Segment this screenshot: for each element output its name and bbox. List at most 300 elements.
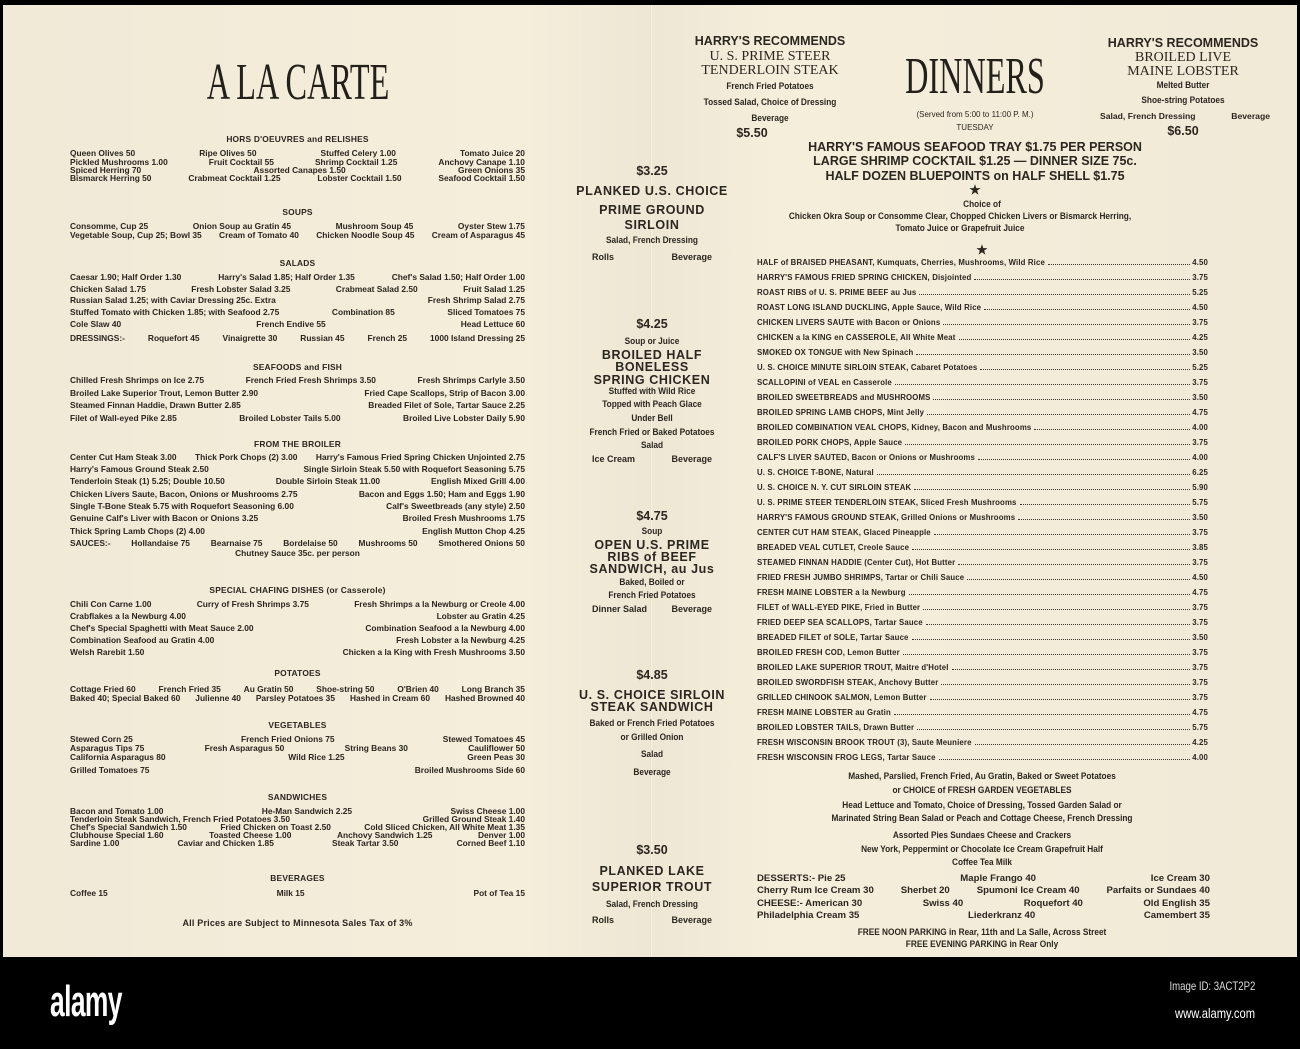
dinner-item-price: 5.90 bbox=[1192, 483, 1208, 492]
menu-item: Shoe-string 50 bbox=[316, 684, 375, 694]
accompaniment-line: Head Lettuce and Tomato, Choice of Dressing, Tossed Garden Salad or bbox=[842, 800, 1122, 810]
menu-row bbox=[70, 413, 525, 423]
dinner-item-name: BROILED LAKE SUPERIOR TROUT, Maitre d'Hotel bbox=[757, 663, 949, 672]
dinner-item bbox=[757, 303, 1208, 313]
dinner-item-price: 5.25 bbox=[1192, 288, 1208, 297]
dinner-course: Beverage bbox=[671, 915, 712, 925]
dot-leader bbox=[926, 624, 1191, 625]
dinner-item bbox=[757, 618, 1208, 628]
menu-row bbox=[70, 388, 525, 398]
dessert-row bbox=[757, 898, 1210, 910]
recommends-price: $6.50 bbox=[1167, 124, 1199, 138]
menu-item: Broiled Lobster Tails 5.00 bbox=[239, 413, 341, 423]
dinner-item-name: FRESH MAINE LOBSTER a la Newburg bbox=[757, 588, 906, 597]
accompaniment-line: Assorted Pies Sundaes Cheese and Crackers bbox=[892, 830, 1072, 840]
menu-item: Chutney Sauce 35c. per person bbox=[235, 548, 360, 558]
dessert-item: Old English 35 bbox=[1143, 898, 1210, 909]
page-title-a-la-carte: A LA CARTE bbox=[206, 54, 390, 111]
menu-item: Seafood Cocktail 1.50 bbox=[438, 173, 525, 183]
dinner-item-name: SMOKED OX TONGUE with New Spinach bbox=[757, 348, 914, 357]
dinner-item-price: 5.75 bbox=[1192, 723, 1208, 732]
dot-leader bbox=[919, 294, 1190, 295]
dinner-item-price: 3.50 bbox=[1192, 513, 1208, 522]
menu-item: Vegetable Soup, Cup 25; Bowl 35 bbox=[70, 230, 202, 240]
image-id: Image ID: 3ACT2P2 bbox=[1169, 979, 1255, 993]
menu-item: Asparagus Tips 75 bbox=[70, 743, 145, 753]
menu-item: He-Man Sandwich 2.25 bbox=[261, 806, 353, 816]
dinner-item-name: BREADED VEAL CUTLET, Creole Sauce bbox=[757, 543, 910, 552]
dinner-item-name: FRESH WISCONSIN FROG LEGS, Tartar Sauce bbox=[757, 753, 936, 762]
dinner-course: Dinner Salad bbox=[592, 604, 648, 614]
menu-row bbox=[70, 647, 525, 657]
dinner-course: Under Bell bbox=[631, 413, 673, 423]
dinner-item-price: 5.25 bbox=[1192, 363, 1208, 372]
dot-leader bbox=[1048, 264, 1190, 265]
dinner-item bbox=[757, 438, 1208, 448]
section-heading: SEAFOODS and FISH bbox=[252, 362, 343, 372]
dinner-item bbox=[757, 603, 1208, 613]
watermark-banner bbox=[0, 957, 1300, 1049]
dot-leader bbox=[1020, 504, 1191, 505]
menu-item: Grilled Tomatoes 75 bbox=[70, 765, 150, 775]
dot-leader bbox=[967, 579, 1190, 580]
menu-item: Corned Beef 1.10 bbox=[456, 838, 525, 848]
recommends-dish: MAINE LOBSTER bbox=[1127, 63, 1239, 79]
dot-leader bbox=[943, 324, 1190, 325]
menu-row bbox=[70, 693, 525, 703]
dessert-item: Sherbet 20 bbox=[900, 885, 950, 896]
accompaniment-line: Mashed, Parslied, French Fried, Au Gratin, Baked or Sweet Potatoes bbox=[848, 771, 1116, 781]
dinner-course: French Fried or Baked Potatoes bbox=[589, 427, 715, 437]
menu-item: Queen Olives 50 bbox=[70, 148, 136, 158]
dinner-course: Soup or Juice bbox=[624, 336, 680, 346]
dinner-item-name: CALF'S LIVER SAUTED, Bacon or Onions or Mushrooms bbox=[757, 453, 975, 462]
menu-item: Assorted Canapes 1.50 bbox=[253, 165, 346, 175]
dessert-item: Camembert 35 bbox=[1143, 910, 1210, 921]
dinner-price: $4.75 bbox=[636, 509, 668, 523]
menu-item: Lobster au Gratin 4.25 bbox=[436, 611, 525, 621]
dinner-special: LARGE SHRIMP COCKTAIL $1.25 — DINNER SIZE 75c. bbox=[813, 154, 1137, 168]
dessert-row bbox=[757, 873, 1210, 885]
dinner-course-split bbox=[592, 914, 712, 926]
menu-item: Broiled Lake Superior Trout, Lemon Butter 2.90 bbox=[70, 388, 259, 398]
menu-item: Pickled Mushrooms 1.00 bbox=[70, 157, 168, 167]
menu-item: Broiled Mushrooms Side 60 bbox=[414, 765, 525, 775]
menu-item: French Endive 55 bbox=[256, 319, 326, 329]
dinner-item-price: 3.75 bbox=[1192, 528, 1208, 537]
dinner-item-price: 3.75 bbox=[1192, 438, 1208, 447]
menu-row bbox=[70, 611, 525, 621]
menu-item: Au Gratin 50 bbox=[243, 684, 294, 694]
menu-item: Fresh Shrimp Salad 2.75 bbox=[427, 295, 525, 305]
dinner-item bbox=[757, 738, 1208, 748]
recommends-detail: Salad, French Dressing bbox=[1100, 111, 1196, 121]
dinner-item-name: U. S. CHOICE T-BONE, Natural bbox=[757, 468, 874, 477]
menu-item: Swiss Cheese 1.00 bbox=[450, 806, 525, 816]
dinner-item-price: 4.75 bbox=[1192, 708, 1208, 717]
menu-row bbox=[70, 452, 525, 462]
dot-leader bbox=[923, 609, 1190, 610]
menu-item: Harry's Famous Fried Spring Chicken Unjointed 2.75 bbox=[315, 452, 525, 462]
section-heading: FROM THE BROILER bbox=[254, 439, 341, 449]
dinner-item bbox=[757, 678, 1208, 688]
star-divider: ★ bbox=[976, 243, 988, 257]
menu-row bbox=[70, 284, 525, 294]
served-hours: (Served from 5:00 to 11:00 P. M.) bbox=[916, 110, 1034, 119]
dinner-item-name: ROAST RIBS of U. S. PRIME BEEF au Jus bbox=[757, 288, 917, 297]
menu-item: Chicken Livers Saute, Bacon, Onions or Mushrooms 2.75 bbox=[70, 489, 298, 499]
day-label: TUESDAY bbox=[956, 123, 994, 132]
dinner-item bbox=[757, 693, 1208, 703]
dinner-item-price: 3.75 bbox=[1192, 378, 1208, 387]
dinner-name: BROILED HALF bbox=[601, 347, 703, 362]
menu-item: Cole Slaw 40 bbox=[70, 319, 122, 329]
dinner-item-name: FRESH MAINE LOBSTER au Gratin bbox=[757, 708, 891, 717]
menu-row bbox=[70, 295, 525, 305]
menu-row bbox=[70, 838, 525, 848]
menu-item: Combination 85 bbox=[331, 307, 395, 317]
dinner-item-name: BROILED LOBSTER TAILS, Drawn Butter bbox=[757, 723, 915, 732]
dinner-course: or Grilled Onion bbox=[620, 732, 684, 742]
dinner-item-name: FRIED DEEP SEA SCALLOPS, Tartar Sauce bbox=[757, 618, 923, 627]
parking-note: FREE NOON PARKING in Rear, 11th and La Salle, Across Street bbox=[857, 927, 1107, 937]
dinner-item-price: 6.25 bbox=[1192, 468, 1208, 477]
dinner-item bbox=[757, 723, 1208, 733]
dot-leader bbox=[984, 309, 1190, 310]
menu-item: Bacon and Tomato 1.00 bbox=[70, 806, 164, 816]
accompaniment-line: Marinated String Bean Salad or Peach and Cottage Cheese, French Dressing bbox=[831, 813, 1133, 823]
menu-item: Single Sirloin Steak 5.50 with Roquefort Seasoning 5.75 bbox=[303, 464, 525, 474]
dinner-item-name: ROAST LONG ISLAND DUCKLING, Apple Sauce, Wild Rice bbox=[757, 303, 982, 312]
menu-item: Green Onions 35 bbox=[457, 165, 525, 175]
choice-of-label: Choice of bbox=[963, 199, 1001, 209]
choice-line: Chicken Okra Soup or Consomme Clear, Chopped Chicken Livers or Bismarck Herring, bbox=[788, 211, 1132, 221]
menu-row bbox=[70, 888, 525, 898]
alamy-logo: alamy bbox=[50, 977, 122, 1026]
dinner-item-name: HALF of BRAISED PHEASANT, Kumquats, Cherries, Mushrooms, Wild Rice bbox=[757, 258, 1045, 267]
dinner-item-name: GRILLED CHINOOK SALMON, Lemon Butter bbox=[757, 693, 927, 702]
dinner-item-name: CHICKEN a la KING en CASSEROLE, All White Meat bbox=[757, 333, 956, 342]
dinner-item-name: BROILED PORK CHOPS, Apple Sauce bbox=[757, 438, 903, 447]
dinner-item bbox=[757, 573, 1208, 583]
dinner-item-price: 4.00 bbox=[1192, 753, 1208, 762]
dinner-course: Baked, Boiled or bbox=[619, 577, 685, 587]
dinner-item-price: 3.50 bbox=[1192, 393, 1208, 402]
menu-item: Crabmeat Salad 2.50 bbox=[335, 284, 418, 294]
dinner-special: HALF DOZEN BLUEPOINTS on HALF SHELL $1.75 bbox=[825, 169, 1125, 183]
menu-item: Russian 45 bbox=[300, 333, 345, 343]
menu-row bbox=[70, 501, 525, 511]
menu-row bbox=[70, 538, 525, 548]
menu-item: Steak Tartar 3.50 bbox=[332, 838, 399, 848]
dinner-price: $3.25 bbox=[636, 164, 668, 178]
menu-item: Mushrooms 50 bbox=[358, 538, 418, 548]
menu-row bbox=[70, 513, 525, 523]
dinner-item bbox=[757, 393, 1208, 403]
dot-leader bbox=[912, 639, 1191, 640]
dinner-item bbox=[757, 633, 1208, 643]
menu-item: 1000 Island Dressing 25 bbox=[430, 333, 525, 343]
menu-row bbox=[70, 752, 525, 762]
recommends-dish: U. S. PRIME STEER bbox=[709, 48, 831, 64]
menu-item: Genuine Calf's Liver with Bacon or Onions 3.25 bbox=[70, 513, 259, 523]
dessert-item: DESSERTS:- Pie 25 bbox=[757, 873, 846, 884]
menu-item: Consomme, Cup 25 bbox=[70, 221, 149, 231]
dinner-item-price: 4.00 bbox=[1192, 423, 1208, 432]
dinner-item-name: BROILED SPRING LAMB CHOPS, Mint Jelly bbox=[757, 408, 925, 417]
menu-item: Fresh Asparagus 50 bbox=[204, 743, 285, 753]
dinner-item-name: U. S. CHOICE MINUTE SIRLOIN STEAK, Cabaret Potatoes bbox=[757, 363, 978, 372]
dinner-item bbox=[757, 558, 1208, 568]
menu-row bbox=[70, 623, 525, 633]
menu-item: Denver 1.00 bbox=[477, 830, 525, 840]
menu-item: Fresh Lobster Salad 3.25 bbox=[191, 284, 291, 294]
menu-item: Harry's Famous Ground Steak 2.50 bbox=[70, 464, 209, 474]
dinner-course: Salad bbox=[640, 440, 664, 450]
menu-item: Chef's Salad 1.50; Half Order 1.00 bbox=[391, 272, 525, 282]
menu-row bbox=[70, 526, 525, 536]
dinner-item bbox=[757, 348, 1208, 358]
menu-item: Anchovy Canape 1.10 bbox=[438, 157, 525, 167]
dinner-name: STEAK SANDWICH bbox=[590, 699, 714, 714]
menu-item: Spiced Herring 70 bbox=[70, 165, 142, 175]
dinner-course: Salad, French Dressing bbox=[606, 235, 698, 245]
dinner-item bbox=[757, 753, 1208, 763]
dinner-item-price: 3.75 bbox=[1192, 603, 1208, 612]
recommends-heading: HARRY'S RECOMMENDS bbox=[694, 34, 846, 48]
dot-leader bbox=[958, 564, 1190, 565]
dinner-name: PRIME GROUND bbox=[599, 202, 705, 217]
dot-leader bbox=[877, 474, 1190, 475]
menu-item: SAUCES:- bbox=[70, 538, 111, 548]
dinner-item-price: 3.75 bbox=[1192, 618, 1208, 627]
dinner-item-name: CENTER CUT HAM STEAK, Glaced Pineapple bbox=[757, 528, 931, 537]
dot-leader bbox=[978, 459, 1190, 460]
dessert-item: Swiss 40 bbox=[922, 898, 964, 909]
menu-item: Cream of Tomato 40 bbox=[219, 230, 299, 240]
dinner-item-name: U. S. PRIME STEER TENDERLOIN STEAK, Sliced Fresh Mushrooms bbox=[757, 498, 1017, 507]
section-heading: SPECIAL CHAFING DISHES (or Casserole) bbox=[209, 585, 386, 595]
menu-item: Fresh Lobster a la Newburg 4.25 bbox=[396, 635, 525, 645]
section-heading: SOUPS bbox=[282, 207, 313, 217]
menu-item: Shrimp Cocktail 1.25 bbox=[314, 157, 398, 167]
recommends-detail: Melted Butter bbox=[1156, 80, 1210, 90]
dinner-item-name: BROILED FRESH COD, Lemon Butter bbox=[757, 648, 900, 657]
dinner-name: SUPERIOR TROUT bbox=[591, 879, 713, 894]
section-heading: VEGETABLES bbox=[268, 720, 327, 730]
recommends-dish: BROILED LIVE bbox=[1134, 49, 1232, 65]
dinner-course-split bbox=[592, 453, 712, 465]
dessert-item: Ice Cream 30 bbox=[1150, 873, 1210, 884]
menu-item: Bismarck Herring 50 bbox=[70, 173, 152, 183]
dinner-price: $3.50 bbox=[636, 843, 668, 857]
dinner-item bbox=[757, 273, 1208, 283]
dot-leader bbox=[980, 369, 1190, 370]
section-heading: HORS D'OEUVRES and RELISHES bbox=[226, 134, 369, 144]
dessert-item: Maple Frango 40 bbox=[960, 873, 1036, 884]
dot-leader bbox=[933, 399, 1190, 400]
section-heading: BEVERAGES bbox=[270, 873, 325, 883]
dinner-name: BONELESS bbox=[615, 359, 689, 374]
recommends-detail: Shoe-string Potatoes bbox=[1141, 95, 1225, 105]
dinner-item-name: STEAMED FINNAN HADDIE (Center Cut), Hot Butter bbox=[757, 558, 956, 567]
menu-item: Grilled Ground Steak 1.40 bbox=[422, 814, 525, 824]
dessert-item: Liederkranz 40 bbox=[968, 910, 1036, 921]
dot-leader bbox=[930, 699, 1191, 700]
dinner-item-name: FRIED FRESH JUMBO SHRIMPS, Tartar or Chili Sauce bbox=[757, 573, 965, 582]
dinner-item bbox=[757, 528, 1208, 538]
dot-leader bbox=[916, 354, 1190, 355]
recommends-heading: HARRY'S RECOMMENDS bbox=[1107, 36, 1259, 50]
menu-item: Harry's Salad 1.85; Half Order 1.35 bbox=[218, 272, 355, 282]
dot-leader bbox=[912, 549, 1190, 550]
menu-item: Caviar and Chicken 1.85 bbox=[177, 838, 274, 848]
menu-item: French Fried 35 bbox=[158, 684, 221, 694]
recommends-price: $5.50 bbox=[736, 126, 768, 140]
menu-item: Milk 15 bbox=[276, 888, 305, 898]
menu-item: Chef's Special Spaghetti with Meat Sauce 2.00 bbox=[70, 623, 254, 633]
dinner-item bbox=[757, 363, 1208, 373]
dinner-course: Rolls bbox=[592, 915, 615, 925]
menu-row bbox=[70, 765, 525, 775]
menu-item: Tenderloin Steak Sandwich, French Fried Potatoes 3.50 bbox=[70, 814, 290, 824]
dot-leader bbox=[903, 654, 1190, 655]
dessert-item: Parfaits or Sundaes 40 bbox=[1106, 885, 1210, 896]
menu-item: Oyster Stew 1.75 bbox=[457, 221, 525, 231]
menu-item: Wild Rice 1.25 bbox=[288, 752, 345, 762]
menu-row bbox=[70, 489, 525, 499]
parking-note: FREE EVENING PARKING in Rear Only bbox=[905, 939, 1059, 949]
dessert-item: CHEESE:- American 30 bbox=[757, 898, 863, 909]
dessert-item: Philadelphia Cream 35 bbox=[757, 910, 860, 921]
dinner-item bbox=[757, 288, 1208, 298]
page-title-dinners: DINNERS bbox=[905, 48, 1045, 105]
dinner-item bbox=[757, 378, 1208, 388]
menu-item: Ripe Olives 50 bbox=[199, 148, 257, 158]
dinner-item bbox=[757, 648, 1208, 658]
dot-leader bbox=[974, 279, 1190, 280]
dinner-item bbox=[757, 258, 1208, 268]
dinner-item-price: 3.75 bbox=[1192, 273, 1208, 282]
dinner-special: HARRY'S FAMOUS SEAFOOD TRAY $1.75 PER PERSON bbox=[808, 140, 1142, 154]
dot-leader bbox=[941, 684, 1190, 685]
menu-item: Welsh Rarebit 1.50 bbox=[70, 647, 145, 657]
menu-row bbox=[70, 319, 525, 329]
dinner-item bbox=[757, 498, 1208, 508]
dinner-name: U. S. CHOICE SIRLOIN bbox=[578, 687, 726, 702]
dinner-item-price: 4.75 bbox=[1192, 408, 1208, 417]
menu-item: Toasted Cheese 1.00 bbox=[209, 830, 292, 840]
dinner-item-price: 4.50 bbox=[1192, 258, 1208, 267]
dot-leader bbox=[1018, 519, 1190, 520]
dinner-item-price: 3.75 bbox=[1192, 318, 1208, 327]
dinner-name: PLANKED U.S. CHOICE bbox=[576, 183, 728, 198]
dinner-name: SANDWICH, au Jus bbox=[589, 561, 715, 576]
menu-item: Bearnaise 75 bbox=[210, 538, 263, 548]
menu-item: French Fried Fresh Shrimps 3.50 bbox=[245, 375, 376, 385]
menu-item: Combination Seafood au Gratin 4.00 bbox=[70, 635, 215, 645]
menu-item: Mushroom Soup 45 bbox=[335, 221, 414, 231]
menu-item: Caesar 1.90; Half Order 1.30 bbox=[70, 272, 182, 282]
dinner-course: Baked or French Fried Potatoes bbox=[589, 718, 715, 728]
menu-item: O'Brien 40 bbox=[397, 684, 439, 694]
dinner-item bbox=[757, 588, 1208, 598]
dinner-course-split bbox=[592, 603, 712, 615]
menu-page bbox=[3, 5, 1297, 957]
dinner-item bbox=[757, 453, 1208, 463]
menu-item: Filet of Wall-eyed Pike 2.85 bbox=[70, 413, 177, 423]
menu-item: Crabmeat Cocktail 1.25 bbox=[188, 173, 281, 183]
dinner-item-name: BROILED SWEETBREADS and MUSHROOMS bbox=[757, 393, 931, 402]
menu-item: English Mixed Grill 4.00 bbox=[430, 476, 525, 486]
menu-item: Hashed Browned 40 bbox=[444, 693, 525, 703]
menu-row bbox=[70, 599, 525, 609]
site-url[interactable]: www.alamy.com bbox=[1174, 1005, 1255, 1021]
dinner-item bbox=[757, 708, 1208, 718]
menu-item: Pot of Tea 15 bbox=[473, 888, 525, 898]
menu-item: Chicken Noodle Soup 45 bbox=[316, 230, 415, 240]
dinner-item-price: 4.50 bbox=[1192, 573, 1208, 582]
dinner-name: SPRING CHICKEN bbox=[593, 372, 711, 387]
dinner-item-price: 3.75 bbox=[1192, 648, 1208, 657]
menu-item: Anchovy Sandwich 1.25 bbox=[336, 830, 433, 840]
dot-leader bbox=[975, 744, 1191, 745]
dinner-item-name: HARRY'S FAMOUS FRIED SPRING CHICKEN, Disjointed bbox=[757, 273, 972, 282]
menu-item: Sliced Tomatoes 75 bbox=[447, 307, 525, 317]
dot-leader bbox=[914, 489, 1190, 490]
menu-item: Chicken a la King with Fresh Mushrooms 3.50 bbox=[342, 647, 525, 657]
menu-row bbox=[70, 400, 525, 410]
menu-item: California Asparagus 80 bbox=[70, 752, 166, 762]
menu-item: Tomato Juice 20 bbox=[459, 148, 525, 158]
menu-item: Broiled Live Lobster Daily 5.90 bbox=[403, 413, 525, 423]
dinner-item bbox=[757, 543, 1208, 553]
dinner-item-price: 3.75 bbox=[1192, 663, 1208, 672]
dinner-course: Beverage bbox=[671, 454, 712, 464]
menu-item: Single T-Bone Steak 5.75 with Roquefort Seasoning 6.00 bbox=[70, 501, 294, 511]
dinner-name: PLANKED LAKE bbox=[599, 863, 705, 878]
dot-leader bbox=[927, 414, 1190, 415]
dot-leader bbox=[909, 594, 1191, 595]
menu-item: Clubhouse Special 1.60 bbox=[70, 830, 164, 840]
recommends-split bbox=[1100, 110, 1270, 122]
menu-item: Fruit Cocktail 55 bbox=[208, 157, 274, 167]
menu-row bbox=[70, 307, 525, 317]
dinner-item-price: 3.85 bbox=[1192, 543, 1208, 552]
dinner-name: RIBS of BEEF bbox=[607, 549, 697, 564]
page-fold bbox=[650, 5, 652, 957]
menu-item: English Mutton Chop 4.25 bbox=[422, 526, 525, 536]
menu-item: Stewed Tomatoes 45 bbox=[442, 734, 525, 744]
menu-item: Center Cut Ham Steak 3.00 bbox=[70, 452, 177, 462]
star-divider: ★ bbox=[969, 183, 981, 197]
dot-leader bbox=[1034, 429, 1190, 430]
menu-row bbox=[70, 476, 525, 486]
section-heading: SALADS bbox=[279, 258, 316, 268]
menu-item: Long Branch 35 bbox=[461, 684, 525, 694]
menu-item: Chicken Salad 1.75 bbox=[70, 284, 146, 294]
menu-item: Curry of Fresh Shrimps 3.75 bbox=[196, 599, 309, 609]
menu-item: Fruit Salad 1.25 bbox=[463, 284, 525, 294]
section-heading: SANDWICHES bbox=[267, 792, 328, 802]
recommends-dish: TENDERLOIN STEAK bbox=[701, 62, 839, 78]
dessert-row bbox=[757, 885, 1210, 897]
menu-row bbox=[70, 173, 525, 183]
menu-item: Chili Con Carne 1.00 bbox=[70, 599, 152, 609]
dinner-item-price: 5.75 bbox=[1192, 498, 1208, 507]
menu-row bbox=[70, 272, 525, 282]
menu-item: Fried Chicken on Toast 2.50 bbox=[220, 822, 331, 832]
